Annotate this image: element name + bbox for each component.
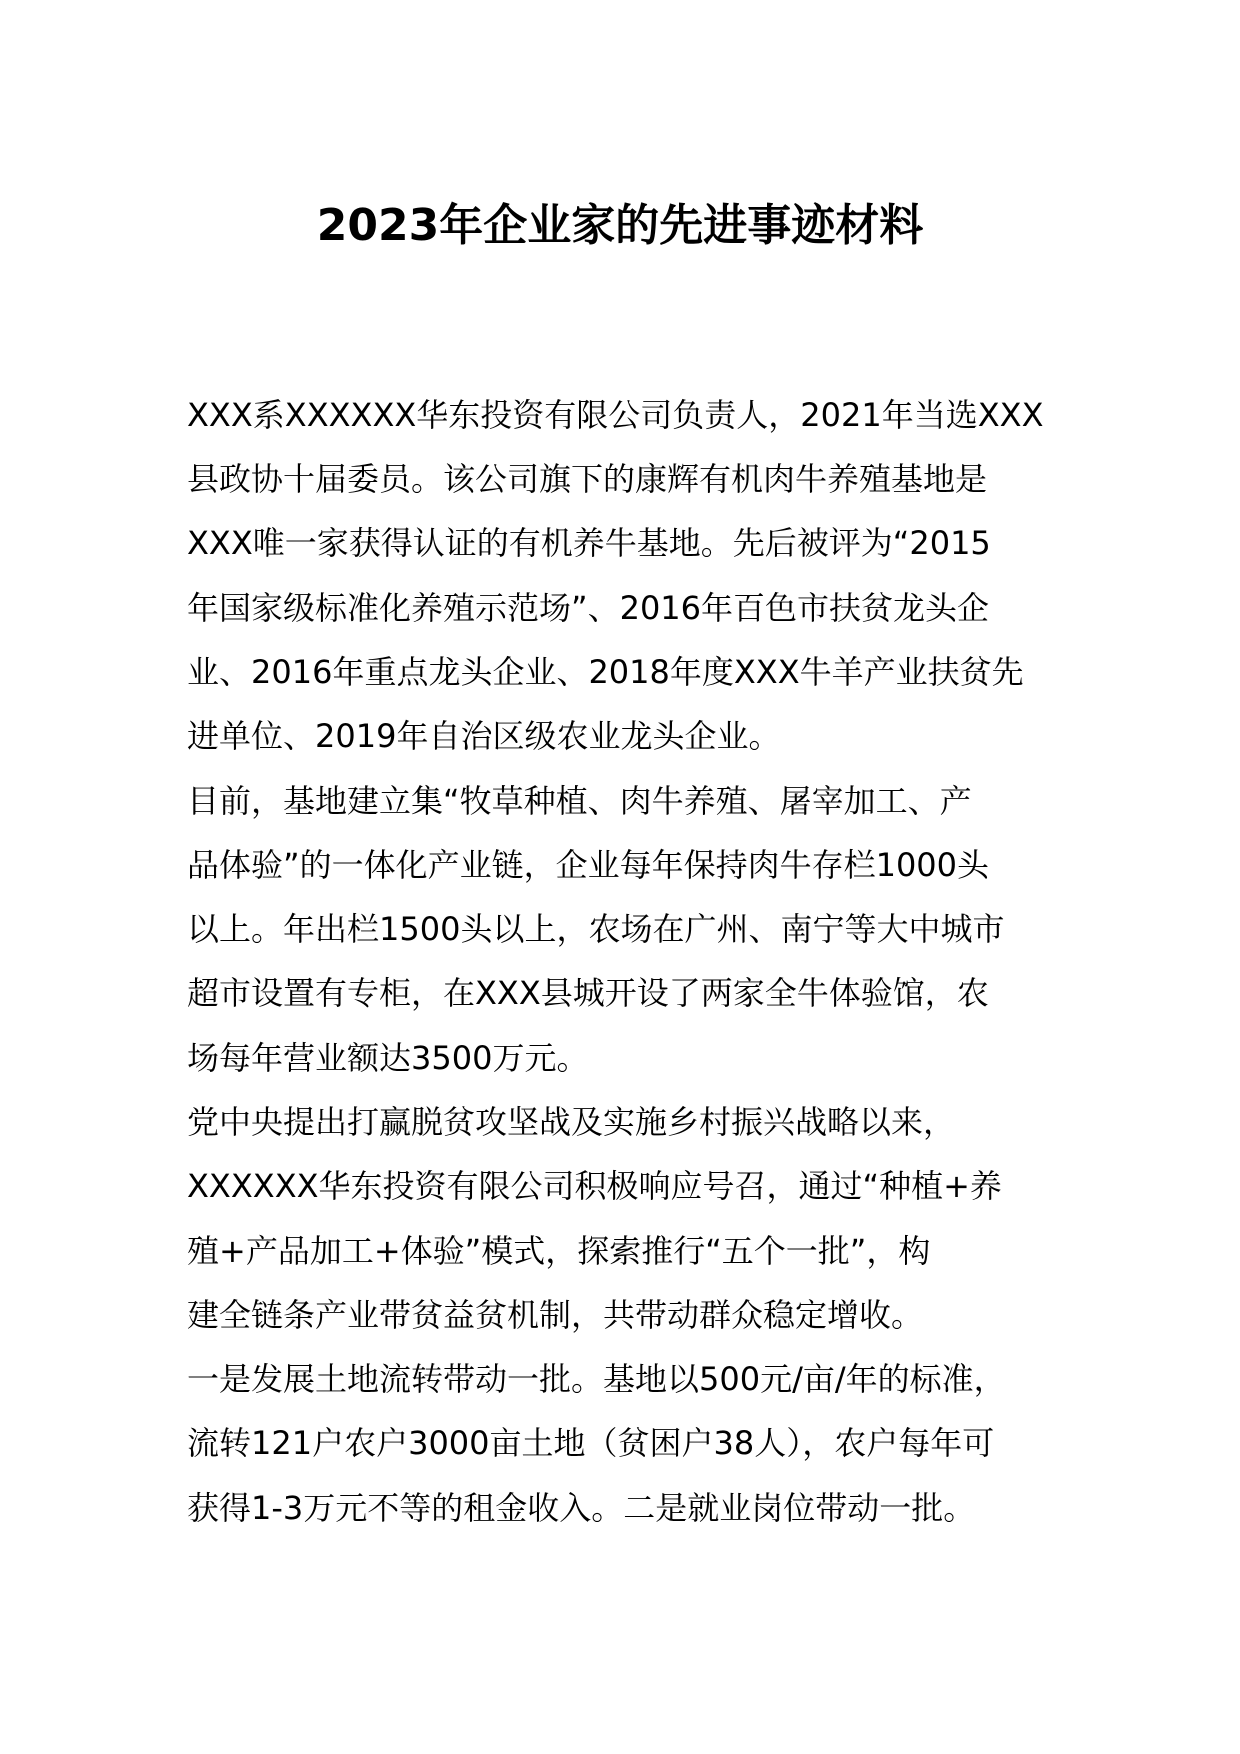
body-line: 以上。年出栏1500头以上，农场在广州、南宁等大中城市 xyxy=(187,910,1005,948)
body-line: 县政协十届委员。该公司旗下的康辉有机肉牛养殖基地是 xyxy=(187,460,988,498)
body-line: 品体验”的一体化产业链，企业每年保持肉牛存栏1000头 xyxy=(187,846,990,884)
body-line: 年国家级标准化养殖示范场”、2016年百色市扶贫龙头企 xyxy=(187,589,990,627)
body-line: 党中央提出打赢脱贫攻坚战及实施乡村振兴战略以来， xyxy=(187,1103,956,1141)
body-line: XXXXXX华东投资有限公司积极响应号召，通过“种植+养 xyxy=(187,1167,1002,1205)
body-line: 超市设置有专柜，在XXX县城开设了两家全牛体验馆，农 xyxy=(187,974,989,1012)
body-line: 一是发展土地流转带动一批。基地以500元/亩/年的标准， xyxy=(187,1360,1006,1398)
body-line: 流转121户农户3000亩土地（贫困户38人），农户每年可 xyxy=(187,1424,995,1462)
body-line: XXX系XXXXXX华东投资有限公司负责人，2021年当选XXX xyxy=(187,396,1044,434)
body-line: 目前，基地建立集“牧草种植、肉牛养殖、屠宰加工、产 xyxy=(187,782,972,820)
body-line: XXX唯一家获得认证的有机养牛基地。先后被评为“2015 xyxy=(187,524,991,562)
body-line: 场每年营业额达3500万元。 xyxy=(187,1039,589,1077)
body-line: 获得1-3万元不等的租金收入。二是就业岗位带动一批。 xyxy=(187,1489,976,1527)
document-title: 2023年企业家的先进事迹材料 xyxy=(316,200,924,251)
body-line: 业、2016年重点龙头企业、2018年度XXX牛羊产业扶贫先 xyxy=(187,653,1024,691)
body-line: 建全链条产业带贫益贫机制，共带动群众稳定增收。 xyxy=(187,1296,924,1334)
body-line: 进单位、2019年自治区级农业龙头企业。 xyxy=(187,717,781,755)
body-line: 殖+产品加工+体验”模式，探索推行“五个一批”，构 xyxy=(187,1232,931,1270)
